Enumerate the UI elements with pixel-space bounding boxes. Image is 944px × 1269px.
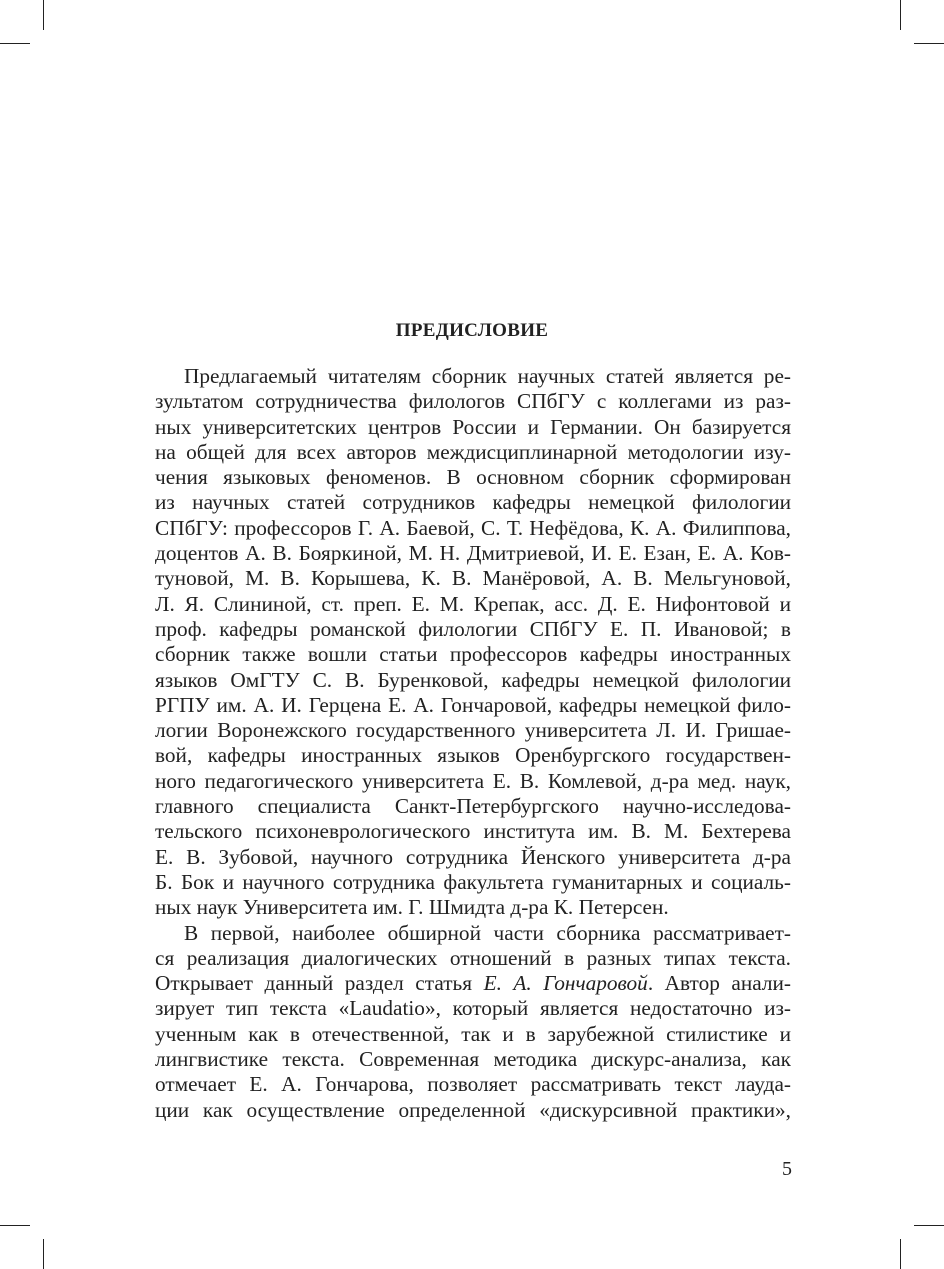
text-line-with-author	[155, 971, 791, 996]
body-text	[155, 364, 791, 1123]
text-line: чения языковых феноменов. В основном сборник сформирован	[155, 465, 791, 490]
text-line: СПбГУ: профессоров Г. А. Баевой, С. Т. Нефёдова, К. А. Филиппова,	[155, 515, 791, 540]
text-line: Л. Я. Слининой, ст. преп. Е. М. Крепак, асс. Д. Е. Нифонтовой и	[155, 591, 791, 616]
author-name-italic: Е. А. Гончаровой	[483, 971, 648, 996]
text-segment: Открывает данный раздел статья	[155, 971, 484, 996]
crop-mark-top-right	[900, 0, 901, 30]
text-segment: . Автор анали-	[647, 971, 791, 996]
text-line: ного педагогического университета Е. В. Комлевой, д-ра мед. наук,	[155, 768, 791, 793]
text-line: вой, кафедры иностранных языков Оренбургского государствен-	[155, 743, 791, 768]
text-line: из научных статей сотрудников кафедры немецкой филологии	[155, 490, 791, 515]
paragraph-2	[155, 921, 791, 1123]
text-line: главного специалиста Санкт-Петербургского научно-исследова-	[155, 794, 791, 819]
text-line: лингвистике текста. Современная методика дискурс-анализа, как	[155, 1047, 791, 1072]
text-line: ных наук Университета им. Г. Шмидта д-ра К. Петерсен.	[155, 895, 669, 920]
crop-mark-top-left	[43, 0, 44, 30]
text-line: ся реализация диалогических отношений в разных типах текста.	[155, 945, 791, 970]
text-line: ученным как в отечественной, так и в зарубежной стилистике и	[155, 1021, 791, 1046]
crop-mark-top-right-horizontal	[914, 43, 944, 44]
text-line: отмечает Е. А. Гончарова, позволяет рассматривать текст лауда-	[155, 1072, 791, 1097]
text-line: РГПУ им. А. И. Герцена Е. А. Гончаровой, кафедры немецкой фило-	[155, 692, 791, 717]
text-line: языков ОмГТУ С. В. Буренковой, кафедры немецкой филологии	[155, 667, 791, 692]
text-line: тельского психоневрологического института им. В. М. Бехтерева	[155, 819, 791, 844]
text-line: Б. Бок и научного сотрудника факультета гуманитарных и социаль-	[155, 869, 791, 894]
text-line: проф. кафедры романской филологии СПбГУ Е. П. Ивановой; в	[155, 616, 791, 641]
crop-mark-bottom-left-horizontal	[0, 1225, 30, 1226]
page-title: ПРЕДИСЛОВИЕ	[395, 320, 549, 341]
crop-mark-bottom-right	[900, 1239, 901, 1269]
text-line: логии Воронежского государственного университета Л. И. Гришае-	[155, 718, 791, 743]
text-line: Е. В. Зубовой, научного сотрудника Йенского университета д-ра	[155, 844, 791, 869]
text-line: сборник также вошли статьи профессоров кафедры иностранных	[155, 642, 791, 667]
text-line: на общей для всех авторов междисциплинарной методологии изу-	[155, 439, 791, 464]
text-line: ных университетских центров России и Германии. Он базируется	[155, 414, 791, 439]
crop-mark-bottom-left	[43, 1239, 44, 1269]
paragraph-1	[155, 364, 791, 921]
text-line: Предлагаемый читателям сборник научных статей является ре-	[184, 364, 791, 388]
text-line: ции как осуществление определенной «дискурсивной практики»,	[155, 1097, 791, 1122]
text-line: зирует тип текста «Laudatio», который является недостаточно из-	[155, 996, 791, 1021]
text-line: В первой, наиболее обширной части сборника рассматривает-	[184, 920, 791, 945]
page-number: 5	[782, 1158, 792, 1180]
text-line: доцентов А. В. Бояркиной, М. Н. Дмитриевой, И. Е. Езан, Е. А. Ков-	[155, 541, 791, 566]
crop-mark-top-left-horizontal	[0, 43, 30, 44]
text-line: зультатом сотрудничества филологов СПбГУ с коллегами из раз-	[155, 389, 791, 414]
crop-mark-bottom-right-horizontal	[914, 1225, 944, 1226]
text-line: туновой, М. В. Корышева, К. В. Манёровой, А. В. Мельгуновой,	[155, 566, 791, 591]
